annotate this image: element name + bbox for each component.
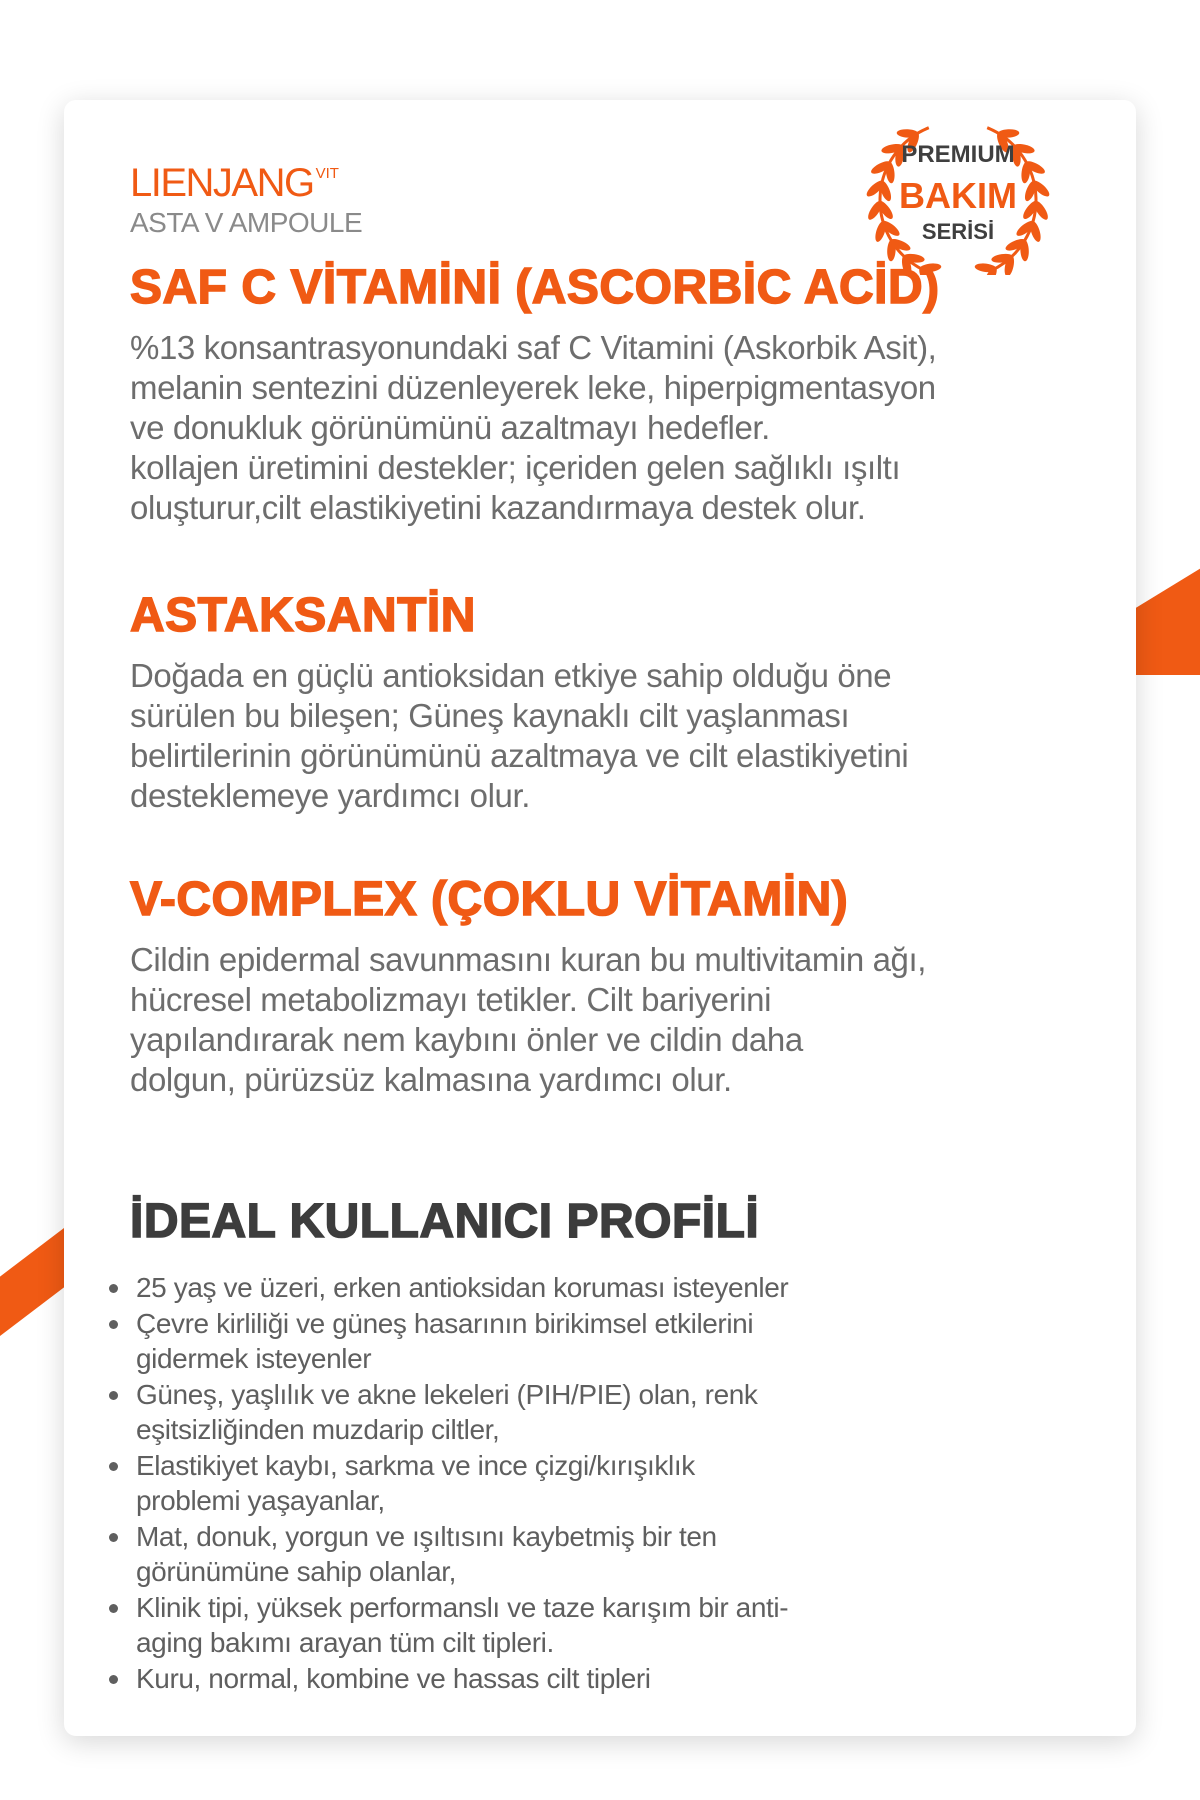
brand-name	[130, 152, 362, 205]
brand-superscript: VIT	[315, 165, 339, 182]
badge-line-1: PREMIUM	[901, 141, 1015, 168]
brand-name-text: LIENJANG	[130, 161, 314, 205]
body-line: Cildin epidermal savunmasını kuran bu multivitamin ağı,	[130, 941, 927, 978]
body-line: %13 konsantrasyonundaki saf C Vitamini (Askorbik Asit),	[130, 329, 937, 366]
body-line: hücresel metabolizmayı tetikler. Cilt bariyerini	[130, 981, 772, 1018]
list-item	[104, 1270, 1084, 1305]
list-item-line: Elastikiyet kaybı, sarkma ve ince çizgi/kırışıklık	[136, 1450, 695, 1481]
list-item-line: problemi yaşayanlar,	[136, 1485, 385, 1516]
list-item	[104, 1306, 1084, 1376]
list-item-line: 25 yaş ve üzeri, erken antioksidan koruması isteyenler	[136, 1272, 789, 1303]
list-item-line: Güneş, yaşlılık ve akne lekeleri (PIH/PIE) olan, renk	[136, 1379, 758, 1410]
section-body-astaxanthin	[130, 656, 908, 816]
brand-subtitle: ASTA V AMPOULE	[130, 207, 363, 238]
section-heading-vitamin-c: SAF C VİTAMİNİ (ASCORBİC ACİD)	[130, 261, 940, 314]
brand-block	[130, 152, 362, 239]
info-card	[64, 100, 1136, 1736]
profile-heading: İDEAL KULLANICI PROFİLİ	[130, 1195, 760, 1248]
profile-list	[104, 1270, 1084, 1697]
list-item-line: Mat, donuk, yorgun ve ışıltısını kaybetmiş bir ten	[136, 1521, 717, 1552]
list-item-line: gidermek isteyenler	[136, 1343, 372, 1374]
body-line: oluşturur,cilt elastikiyetini kazandırmaya destek olur.	[130, 489, 866, 526]
section-heading-v-complex: V-COMPLEX (ÇOKLU VİTAMİN)	[130, 873, 849, 926]
list-item	[104, 1661, 1084, 1696]
body-line: belirtilerinin görünümünü azaltmaya ve cilt elastikiyetini	[130, 737, 909, 774]
premium-badge	[848, 115, 1068, 275]
body-line: desteklemeye yardımcı olur.	[130, 777, 531, 814]
list-item-line: Klinik tipi, yüksek performanslı ve taze karışım bir anti-	[136, 1592, 789, 1623]
list-item	[104, 1519, 1084, 1589]
bullet-icon	[109, 1675, 118, 1684]
badge-line-2: BAKIM	[899, 175, 1017, 216]
bullet-icon	[109, 1391, 118, 1400]
bullet-icon	[109, 1320, 118, 1329]
list-item-line: Çevre kirliliği ve güneş hasarının birikimsel etkilerini	[136, 1308, 754, 1339]
list-item	[104, 1448, 1084, 1518]
bullet-icon	[109, 1533, 118, 1542]
orange-ribbon-right	[1134, 565, 1200, 675]
list-item	[104, 1590, 1084, 1660]
list-item-line: aging bakımı arayan tüm cilt tipleri.	[136, 1627, 554, 1658]
orange-ribbon-left	[0, 1228, 64, 1336]
bullet-icon	[109, 1462, 118, 1471]
body-line: ve donukluk görünümünü azaltmayı hedefler.	[130, 409, 770, 446]
section-body-v-complex	[130, 940, 926, 1100]
bullet-icon	[109, 1284, 118, 1293]
list-item-line: görünümüne sahip olanlar,	[136, 1556, 457, 1587]
list-item-line: Kuru, normal, kombine ve hassas cilt tipleri	[136, 1663, 651, 1694]
section-heading-astaxanthin: ASTAKSANTİN	[130, 589, 476, 642]
section-body-vitamin-c	[130, 328, 936, 528]
body-line: dolgun, pürüzsüz kalmasına yardımcı olur.	[130, 1061, 732, 1098]
bullet-icon	[109, 1604, 118, 1613]
body-line: Doğada en güçlü antioksidan etkiye sahip olduğu öne	[130, 657, 892, 694]
body-line: kollajen üretimini destekler; içeriden gelen sağlıklı ışıltı	[130, 449, 901, 486]
list-item	[104, 1377, 1084, 1447]
list-item-line: eşitsizliğinden muzdarip ciltler,	[136, 1414, 500, 1445]
body-line: yapılandırarak nem kaybını önler ve cildin daha	[130, 1021, 803, 1058]
body-line: melanin sentezini düzenleyerek leke, hiperpigmentasyon	[130, 369, 936, 406]
badge-line-3: SERİSİ	[921, 219, 995, 244]
body-line: sürülen bu bileşen; Güneş kaynaklı cilt yaşlanması	[130, 697, 850, 734]
